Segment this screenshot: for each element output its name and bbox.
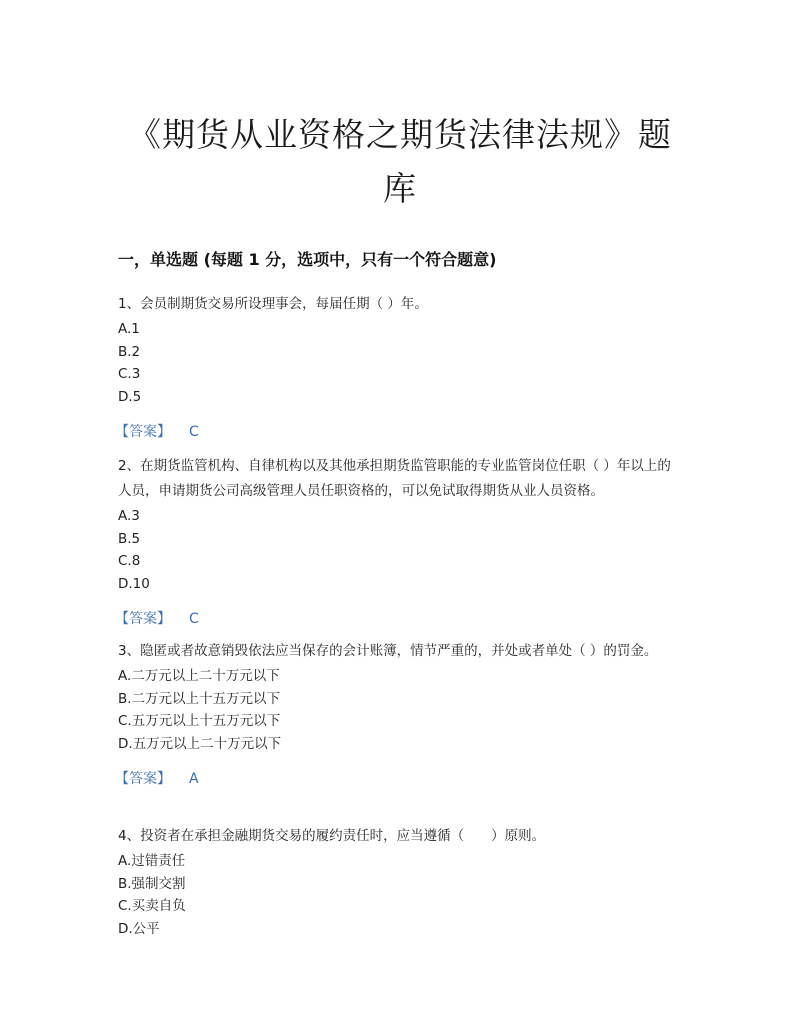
answer-label: 【答案】 bbox=[115, 771, 171, 787]
question-4 bbox=[118, 824, 684, 940]
option-list bbox=[118, 505, 684, 595]
answer-value: A bbox=[189, 771, 199, 787]
answer-value: C bbox=[189, 611, 199, 627]
question-1 bbox=[115, 292, 684, 442]
option-a: A.3 bbox=[118, 508, 140, 524]
option-a: A.1 bbox=[118, 321, 140, 337]
option-list bbox=[118, 665, 684, 755]
option-b: B.强制交割 bbox=[118, 875, 186, 892]
option-b: B.二万元以上十五万元以下 bbox=[118, 690, 281, 707]
answer-line bbox=[115, 609, 684, 629]
question-3 bbox=[115, 639, 684, 789]
option-d: D.5 bbox=[118, 388, 142, 405]
option-list bbox=[118, 318, 684, 408]
option-b: B.2 bbox=[118, 343, 141, 360]
option-a: A.二万元以上二十万元以下 bbox=[118, 668, 280, 684]
answer-line bbox=[115, 422, 684, 442]
question-stem: 1、会员制期货交易所设理事会，每届任期（ ）年。 bbox=[118, 296, 428, 312]
option-c: C.五万元以上十五万元以下 bbox=[118, 713, 281, 729]
question-stem: 3、隐匿或者故意销毁依法应当保存的会计账簿，情节严重的，并处或者单处（ ）的罚金。 bbox=[118, 643, 658, 659]
answer-label: 【答案】 bbox=[115, 611, 171, 627]
document-title-line-2: 库 bbox=[383, 169, 417, 208]
document-title-line-1: 《期货从业资格之期货法律法规》题 bbox=[128, 115, 672, 154]
answer-value: C bbox=[189, 424, 199, 440]
answer-label: 【答案】 bbox=[115, 424, 171, 440]
question-stem: 4、投资者在承担金融期货交易的履约责任时，应当遵循（ ）原则。 bbox=[118, 828, 546, 844]
option-c: C.买卖自负 bbox=[118, 898, 186, 914]
option-c: C.8 bbox=[118, 553, 141, 569]
answer-line bbox=[115, 769, 684, 789]
question-2 bbox=[115, 454, 684, 629]
document-title bbox=[110, 108, 690, 216]
option-list bbox=[118, 850, 684, 940]
question-stem: 2、在期货监管机构、自律机构以及其他承担期货监管职能的专业监管岗位任职（ ）年以上的人员，申请期货公司高级管理人员任职资格的，可以免试取得期货从业人员资格。 bbox=[118, 458, 671, 499]
option-b: B.5 bbox=[118, 530, 141, 547]
section-heading: 一，单选题 (每题 1 分，选项中，只有一个符合题意) bbox=[118, 250, 497, 269]
option-d: D.10 bbox=[118, 575, 150, 592]
option-a: A.过错责任 bbox=[118, 853, 186, 869]
option-c: C.3 bbox=[118, 366, 141, 382]
option-d: D.五万元以上二十万元以下 bbox=[118, 735, 282, 752]
option-d: D.公平 bbox=[118, 920, 160, 937]
